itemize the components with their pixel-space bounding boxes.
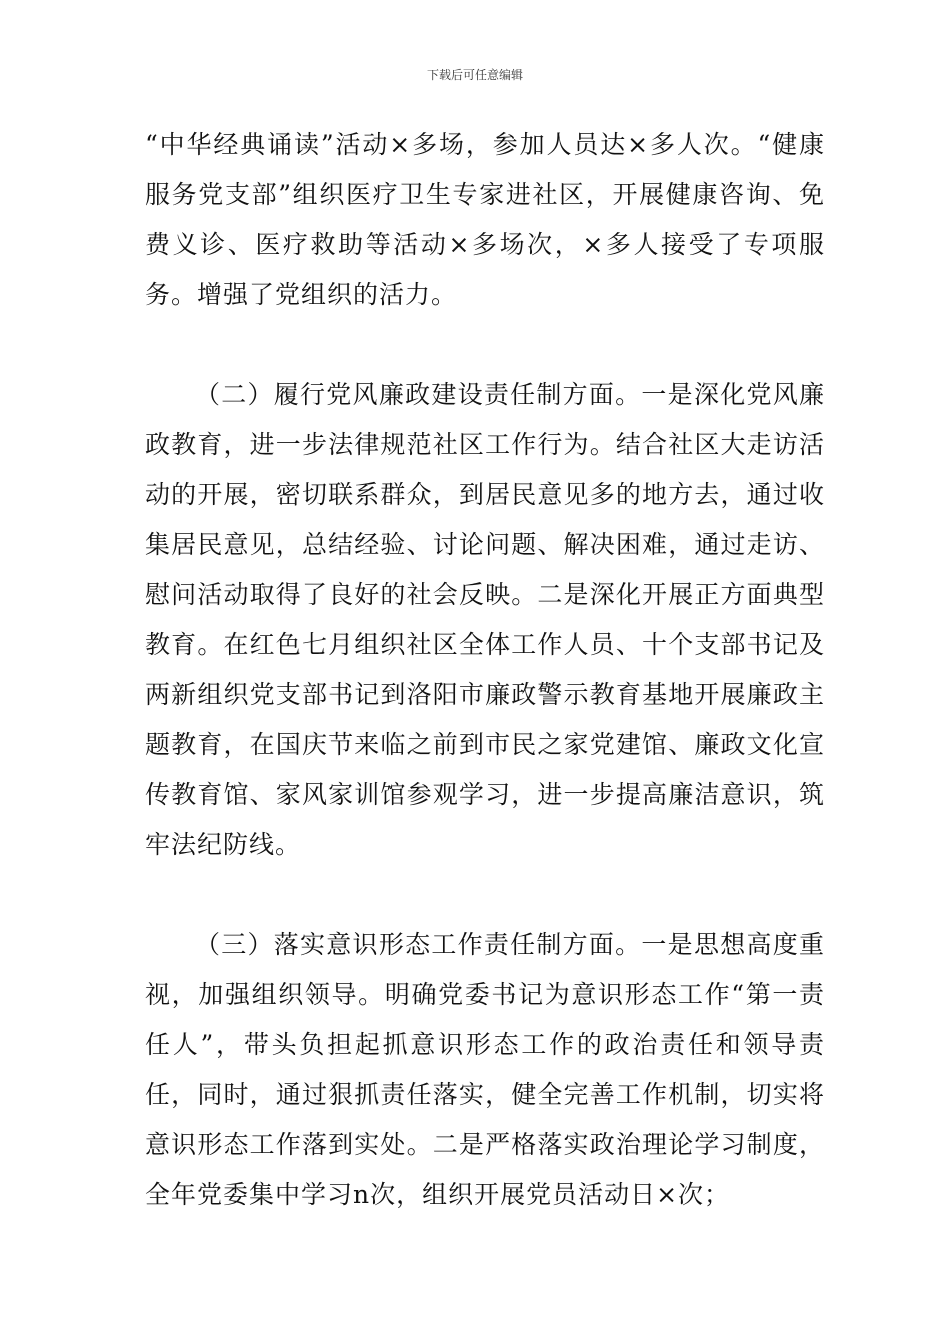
page-header-note: 下载后可任意编辑 xyxy=(426,68,523,82)
paragraph-section-2: （二）履行党风廉政建设责任制方面。一是深化党风廉政教育，进一步法律规范社区工作行为。结合社区大走访活动的开展，密切联系群众，到居民意见多的地方去，通过收集居民意见，总结经验、讨论问题、解决困难，通过走访、慰问活动取得了良好的社会反映。二是深化开展正方面典型教育。在红色七月组织社区全体工作人员、十个支部书记及两新组织党支部书记到洛阳市廉政警示教育基地开展廉政主题教育，在国庆节来临之前到市民之家党建馆、廉政文化宣传教育馆、家风家训馆参观学习，进一步提高廉洁意识，筑牢法纪防线。 xyxy=(145,380,825,859)
paragraph-gap xyxy=(145,320,825,370)
paragraph-section-3: （三）落实意识形态工作责任制方面。一是思想高度重视，加强组织领导。明确党委书记为意识形态工作“第一责任人”，带头负担起抓意识形态工作的政治责任和领导责任，同时，通过狠抓责任落实，健全完善工作机制，切实将意识形态工作落到实处。二是严格落实政治理论学习制度，全年党委集中学习n次，组织开展党员活动日×次； xyxy=(145,930,825,1209)
paragraph-gap xyxy=(145,870,825,920)
paragraph-continued: “中华经典诵读”活动×多场，参加人员达×多人次。“健康服务党支部”组织医疗卫生专家进社区，开展健康咨询、免费义诊、医疗救助等活动×多场次，×多人接受了专项服务。增强了党组织的活力。 xyxy=(145,130,825,309)
document-body xyxy=(145,120,825,1220)
